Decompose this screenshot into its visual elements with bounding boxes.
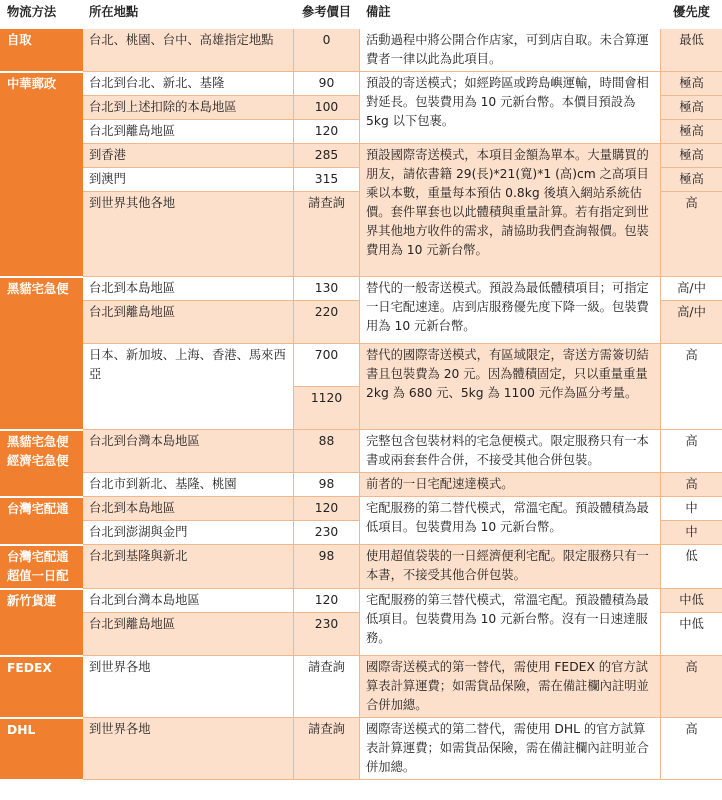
- location-cell: 台北市到新北、基隆、桃園: [83, 473, 294, 497]
- header-note: 備註: [360, 1, 661, 29]
- priority-cell: 高: [661, 718, 722, 780]
- table-row: [1, 589, 722, 613]
- method-cell: 中華郵政: [1, 72, 83, 277]
- price-cell: 100: [294, 96, 360, 120]
- method-cell: 自取: [1, 29, 83, 72]
- header-priority: 優先度: [661, 1, 722, 29]
- table-row: [1, 545, 722, 589]
- table-row: [1, 72, 722, 96]
- priority-cell: 高/中: [661, 277, 722, 301]
- location-cell: 台北到離島地區: [83, 613, 294, 656]
- price-cell: 230: [294, 613, 360, 656]
- price-cell: 88: [294, 430, 360, 473]
- table-row: [1, 277, 722, 301]
- note-cell: 國際寄送模式的第二替代，需使用 DHL 的官方試算表計算運費；如需貨品保險，需在備註欄內註明並合併加總。: [360, 718, 661, 780]
- location-cell: 台北到台北、新北、基隆: [83, 72, 294, 96]
- note-cell: 宅配服務的第二替代模式，常溫宅配。預設體積為最低項目。包裝費用為 10 元新台幣。: [360, 497, 661, 545]
- priority-cell: 極高: [661, 96, 722, 120]
- priority-cell: 中低: [661, 589, 722, 613]
- price-cell: 1120: [294, 387, 360, 430]
- priority-cell: 極高: [661, 144, 722, 168]
- price-cell: 315: [294, 168, 360, 192]
- note-cell: 替代的一般寄送模式。預設為最低體積項目；可指定一日宅配速達。店到店服務優先度下降一級。包裝費用為 10 元新台幣。: [360, 277, 661, 344]
- location-cell: 到世界各地: [83, 656, 294, 718]
- table-row: [1, 29, 722, 72]
- priority-cell: 低: [661, 545, 722, 589]
- priority-cell: 中低: [661, 613, 722, 656]
- table-row: [1, 497, 722, 521]
- priority-cell: 中: [661, 521, 722, 545]
- priority-cell: 中: [661, 497, 722, 521]
- price-cell: 請查詢: [294, 192, 360, 277]
- location-cell: 到香港: [83, 144, 294, 168]
- method-cell: 新竹貨運: [1, 589, 83, 656]
- note-cell: 完整包含包裝材料的宅急便模式。限定服務只有一本書或兩套套件合併，不接受其他合併包裝。: [360, 430, 661, 473]
- priority-cell: 極高: [661, 72, 722, 96]
- header-location: 所在地點: [83, 1, 294, 29]
- price-cell: 285: [294, 144, 360, 168]
- method-cell: 黑貓宅急便: [1, 277, 83, 430]
- method-cell: DHL: [1, 718, 83, 780]
- priority-cell: 高: [661, 656, 722, 718]
- price-cell: 120: [294, 497, 360, 521]
- location-cell: 台北到本島地區: [83, 277, 294, 301]
- price-cell: 130: [294, 277, 360, 301]
- priority-cell: 高: [661, 344, 722, 430]
- price-cell: 700: [294, 344, 360, 387]
- location-cell: 台北到台灣本島地區: [83, 430, 294, 473]
- note-cell: 預設的寄送模式；如經跨區或跨島嶼運輸，時間會相對延長。包裝費用為 10 元新台幣。本價目預設為 5kg 以下包裹。: [360, 72, 661, 144]
- price-cell: 220: [294, 301, 360, 344]
- header-row: [1, 1, 722, 29]
- location-cell: 台北到離島地區: [83, 301, 294, 344]
- price-cell: 98: [294, 545, 360, 589]
- location-cell: 台北到台灣本島地區: [83, 589, 294, 613]
- price-cell: 120: [294, 120, 360, 144]
- location-cell: 台北到上述扣除的本島地區: [83, 96, 294, 120]
- priority-cell: 極高: [661, 168, 722, 192]
- note-cell: 預設國際寄送模式，本項目金額為單本。大量購買的朋友，請依書籍 29(長)*21(寬)*1 (高)cm 之高項目乘以本數，重量每本預估 0.8kg 後填入網站系統估價。套件單套也以此體積與重量計算。若有指定到世界其他地方收件的需求，請協助我們查詢報價。包裝費用為 10 元新台幣。: [360, 144, 661, 277]
- location-cell: 到世界各地: [83, 718, 294, 780]
- note-cell: 宅配服務的第三替代模式，常溫宅配。預設體積為最低項目。包裝費用為 10 元新台幣。沒有一日速達服務。: [360, 589, 661, 656]
- header-method: 物流方法: [1, 1, 83, 29]
- price-cell: 98: [294, 473, 360, 497]
- method-cell: 黑貓宅急便經濟宅急便: [1, 430, 83, 497]
- priority-cell: 高: [661, 430, 722, 473]
- note-cell: 國際寄送模式的第一替代，需使用 FEDEX 的官方試算表計算運費；如需貨品保險，需在備註欄內註明並合併加總。: [360, 656, 661, 718]
- priority-cell: 最低: [661, 29, 722, 72]
- location-cell: 到澳門: [83, 168, 294, 192]
- table-row: [1, 430, 722, 473]
- priority-cell: 高/中: [661, 301, 722, 344]
- note-cell: 使用超值袋裝的一日經濟便利宅配。限定服務只有一本書，不接受其他合併包裝。: [360, 545, 661, 589]
- location-cell: 台北到基隆與新北: [83, 545, 294, 589]
- location-cell: 台北、桃園、台中、高雄指定地點: [83, 29, 294, 72]
- location-cell: 台北到澎湖與金門: [83, 521, 294, 545]
- priority-cell: 極高: [661, 120, 722, 144]
- location-cell: 到世界其他各地: [83, 192, 294, 277]
- table-row: [1, 656, 722, 718]
- method-cell: 台灣宅配通超值一日配: [1, 545, 83, 589]
- note-cell: 替代的國際寄送模式，有區域限定，寄送方需簽切結書且包裝費為 20 元。因為體積固定，只以重量重量 2kg 為 680 元、5kg 為 1100 元作為區分考量。: [360, 344, 661, 430]
- location-cell: 日本、新加坡、上海、香港、馬來西亞: [83, 344, 294, 430]
- price-cell: 120: [294, 589, 360, 613]
- location-cell: 台北到本島地區: [83, 497, 294, 521]
- price-cell: 230: [294, 521, 360, 545]
- table-row: [1, 344, 722, 387]
- price-cell: 0: [294, 29, 360, 72]
- priority-cell: 高: [661, 192, 722, 277]
- table-row: [1, 144, 722, 168]
- header-price: 參考價目: [294, 1, 360, 29]
- price-cell: 90: [294, 72, 360, 96]
- price-cell: 請查詢: [294, 718, 360, 780]
- method-cell: FEDEX: [1, 656, 83, 718]
- location-cell: 台北到離島地區: [83, 120, 294, 144]
- note-cell: 前者的一日宅配速達模式。: [360, 473, 661, 497]
- table-row: [1, 718, 722, 780]
- table-row: [1, 473, 722, 497]
- priority-cell: 高: [661, 473, 722, 497]
- note-cell: 活動過程中將公開合作店家，可到店自取。未合算運費者一律以此為此項目。: [360, 29, 661, 72]
- price-cell: 請查詢: [294, 656, 360, 718]
- method-cell: 台灣宅配通: [1, 497, 83, 545]
